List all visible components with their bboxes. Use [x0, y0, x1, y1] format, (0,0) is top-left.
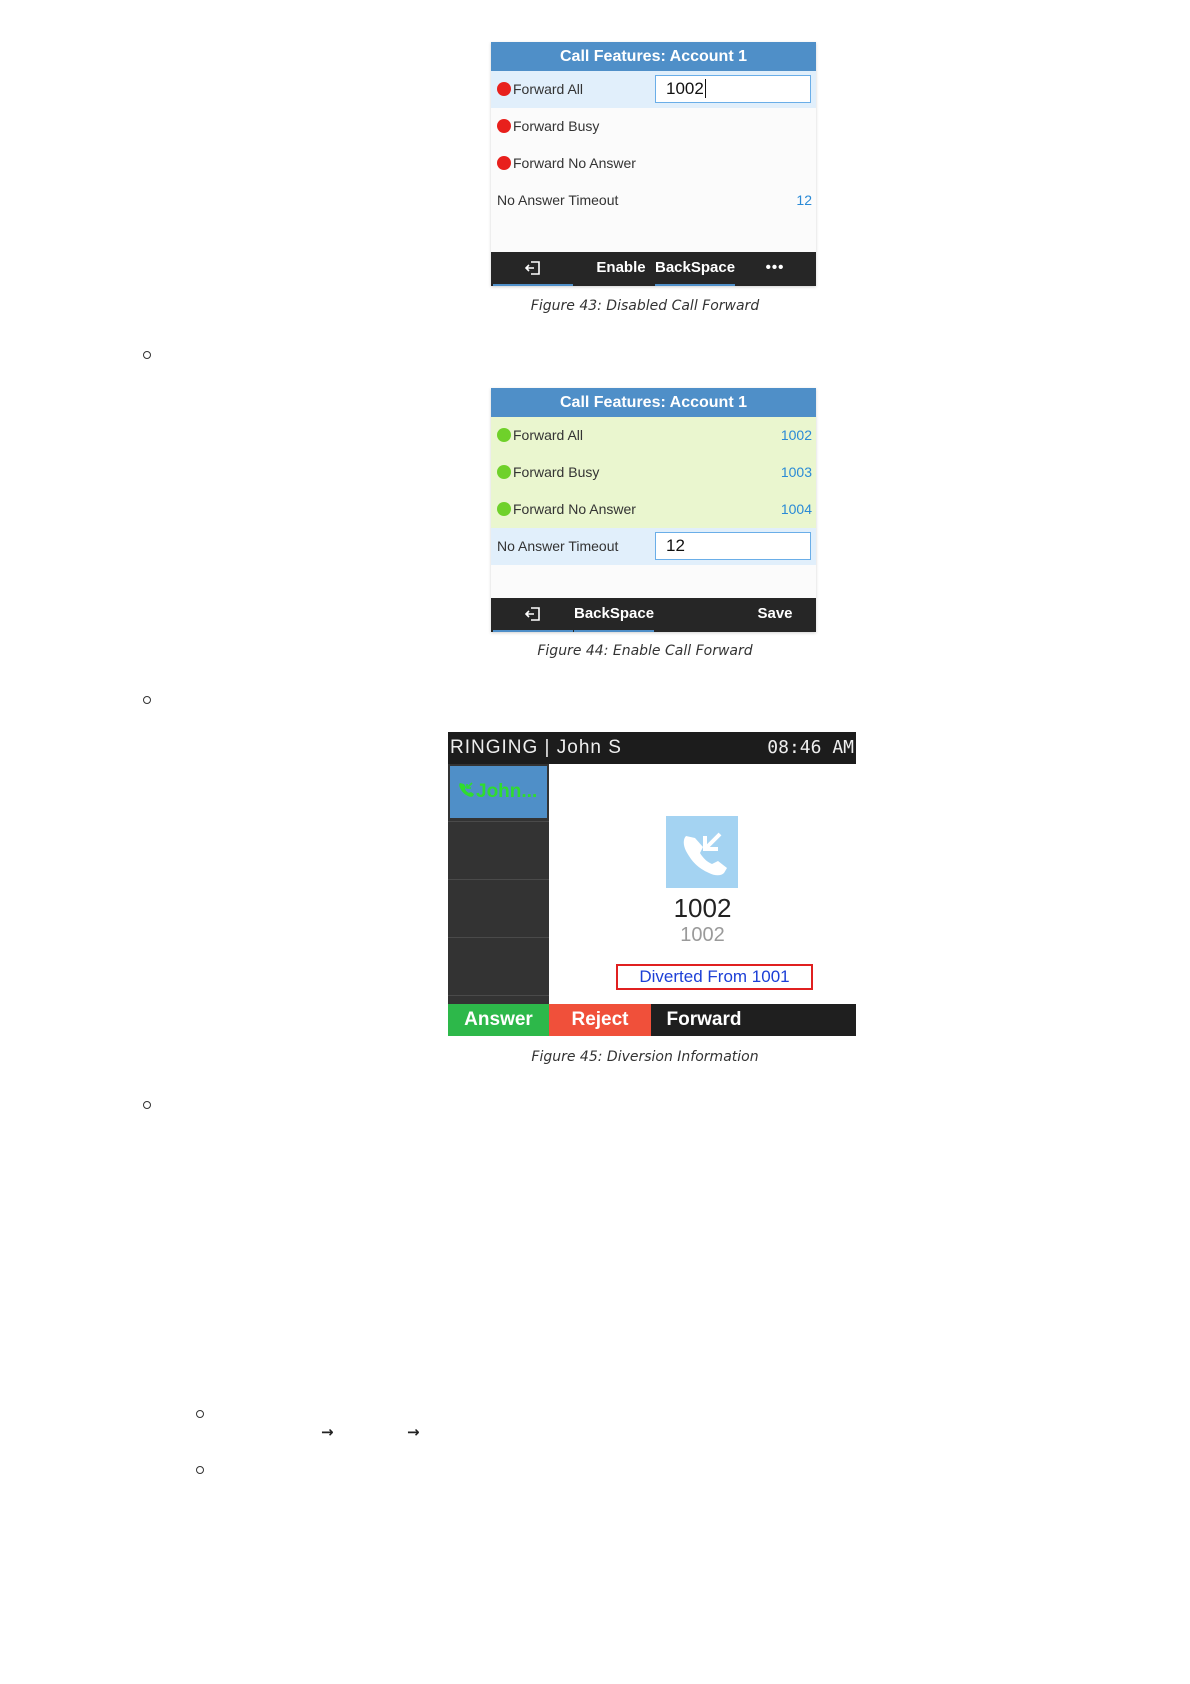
list-bullet — [143, 351, 151, 359]
line-slot — [448, 938, 549, 996]
softkey-bar — [448, 1004, 856, 1036]
enabled-status-icon — [497, 465, 511, 479]
back-softkey[interactable] — [493, 252, 573, 286]
forward-busy-row[interactable] — [491, 108, 816, 145]
figure-45-caption: Figure 45: Diversion Information — [531, 1049, 759, 1065]
line-label: John... — [476, 781, 538, 802]
forward-no-answer-row[interactable] — [491, 491, 816, 528]
active-line[interactable] — [450, 766, 547, 818]
list-bullet — [196, 1466, 204, 1474]
caller-name: 1002 — [673, 893, 732, 923]
figure-44-caption: Figure 44: Enable Call Forward — [537, 643, 753, 659]
screen-title: Call Features: Account 1 — [491, 42, 816, 71]
clock: 08:46 AM — [767, 737, 854, 758]
list-bullet — [196, 1410, 204, 1418]
row-label: Forward No Answer — [513, 501, 636, 517]
row-label: Forward Busy — [513, 118, 600, 134]
more-softkey[interactable]: ••• — [765, 259, 785, 276]
text-caret — [705, 79, 706, 98]
enable-softkey[interactable]: Enable — [596, 259, 646, 276]
answer-button[interactable]: Answer — [448, 1004, 549, 1036]
row-label: Forward All — [513, 427, 584, 443]
forward-all-row[interactable] — [491, 71, 816, 108]
softkey-bar — [491, 252, 816, 286]
enabled-status-icon — [497, 428, 511, 442]
row-label: Forward No Answer — [513, 155, 636, 171]
disabled-status-icon — [497, 82, 511, 96]
softkey-bar — [491, 598, 816, 632]
forward-all-input[interactable] — [655, 75, 811, 103]
row-value: 1002 — [780, 427, 812, 443]
forward-all-row[interactable] — [491, 417, 816, 454]
reject-button[interactable]: Reject — [549, 1004, 651, 1036]
caller-panel — [549, 764, 856, 1004]
caller-avatar — [666, 816, 738, 888]
call-status: RINGING | John S — [450, 737, 622, 758]
diversion-info: Diverted From 1001 — [616, 964, 813, 990]
disabled-status-icon — [497, 119, 511, 133]
forward-busy-row[interactable] — [491, 454, 816, 491]
row-value: 1004 — [780, 501, 812, 517]
no-answer-timeout-row[interactable] — [491, 528, 816, 565]
forward-button[interactable]: Forward — [666, 1009, 742, 1030]
save-softkey[interactable]: Save — [757, 605, 793, 622]
screen-title: Call Features: Account 1 — [491, 388, 816, 417]
right-arrow-icon: → — [407, 1423, 420, 1441]
exit-icon — [525, 606, 541, 622]
enabled-status-icon — [497, 502, 511, 516]
figure-43-screen — [491, 42, 816, 286]
incoming-call-icon — [666, 816, 738, 888]
row-label: No Answer Timeout — [497, 538, 619, 554]
figure-45-screen — [448, 732, 856, 1036]
list-bullet — [143, 1101, 151, 1109]
row-label: Forward Busy — [513, 464, 600, 480]
no-answer-timeout-input[interactable] — [655, 532, 811, 560]
row-label: No Answer Timeout — [497, 192, 619, 208]
caller-number: 1002 — [680, 924, 725, 946]
backspace-softkey[interactable]: BackSpace — [655, 252, 735, 286]
row-value: 12 — [796, 192, 812, 208]
figure-43-caption: Figure 43: Disabled Call Forward — [530, 298, 760, 314]
disabled-status-icon — [497, 156, 511, 170]
forward-no-answer-row[interactable] — [491, 145, 816, 182]
back-softkey[interactable] — [493, 598, 573, 632]
line-slot — [448, 880, 549, 938]
right-arrow-icon: → — [321, 1423, 334, 1441]
backspace-softkey[interactable]: BackSpace — [574, 598, 654, 632]
input-value: 1002 — [666, 79, 704, 98]
figure-44-screen — [491, 388, 816, 632]
status-bar — [448, 732, 856, 764]
incoming-call-icon — [456, 780, 476, 800]
row-label: Forward All — [513, 81, 584, 97]
exit-icon — [525, 260, 541, 276]
row-value: 1003 — [780, 464, 812, 480]
no-answer-timeout-row[interactable] — [491, 182, 816, 219]
list-bullet — [143, 696, 151, 704]
input-value: 12 — [666, 536, 685, 555]
line-panel — [448, 764, 549, 1004]
line-slot — [448, 822, 549, 880]
